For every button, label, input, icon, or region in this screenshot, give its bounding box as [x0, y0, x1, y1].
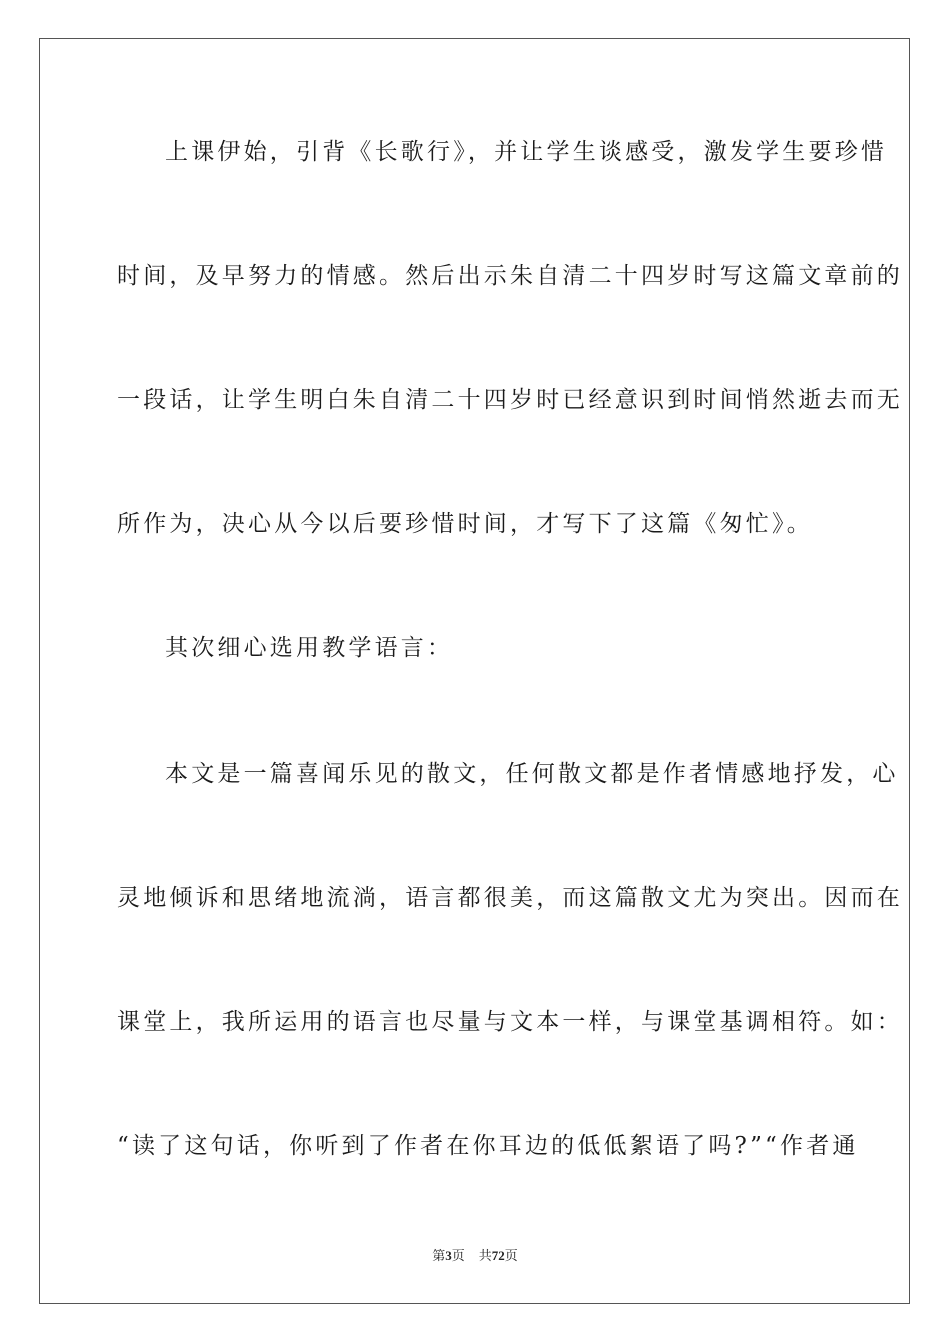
text-line-7: 灵地倾诉和思绪地流淌，语言都很美，而这篇散文尤为突出。因而在 [117, 885, 903, 911]
text-line-2: 时间，及早努力的情感。然后出示朱自清二十四岁时写这篇文章前的 [117, 263, 903, 289]
total-suffix: 页 [504, 1249, 518, 1264]
text-line-9: “读了这句话，你听到了作者在你耳边的低低絮语了吗?”“作者通 [117, 1133, 859, 1159]
page-number: 3 [445, 1248, 452, 1263]
page-suffix: 页 [451, 1249, 465, 1264]
total-prefix: 共 [478, 1249, 492, 1264]
page-footer [0, 1248, 950, 1265]
page-border [39, 38, 910, 1304]
text-line-5: 其次细心选用教学语言： [165, 635, 454, 661]
page-prefix: 第 [432, 1249, 446, 1264]
text-line-3: 一段话，让学生明白朱自清二十四岁时已经意识到时间悄然逝去而无 [117, 387, 903, 413]
text-line-6: 本文是一篇喜闻乐见的散文，任何散文都是作者情感地抒发，心 [165, 761, 899, 787]
text-line-1: 上课伊始，引背《长歌行》，并让学生谈感受，激发学生要珍惜 [165, 139, 888, 165]
total-pages: 72 [491, 1248, 505, 1263]
text-line-8: 课堂上，我所运用的语言也尽量与文本一样，与课堂基调相符。如： [117, 1009, 903, 1035]
text-line-4: 所作为，决心从今以后要珍惜时间，才写下了这篇《匆忙》。 [117, 511, 813, 537]
